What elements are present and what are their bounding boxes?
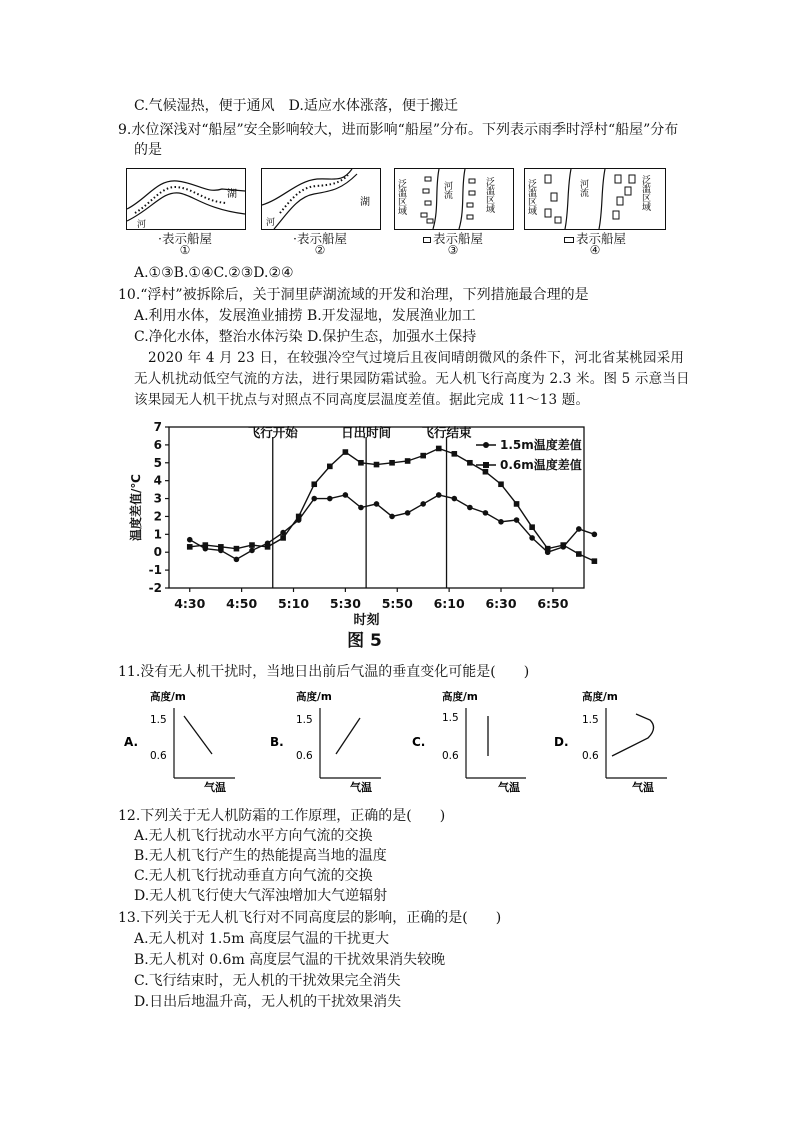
q11-c-ylabel: 高度/m [442,691,478,703]
q11-d-tick-2: 0.6 [582,750,599,762]
lake-river-map-2 [262,169,380,229]
series-point-1.5m [436,492,442,498]
series-point-0.6m [203,542,209,548]
q11-d-letter: D. [554,735,569,749]
y-tick-label: -1 [148,563,162,578]
series-point-0.6m [560,542,566,548]
series-point-0.6m [218,544,224,550]
figure-5-chart [124,415,614,650]
series-point-0.6m [343,449,349,455]
q9-legend-4-text: 表示船屋 [575,231,626,246]
q9-num-3: ③ [447,243,459,257]
map1-river-label: 河 [137,220,147,229]
q12-option-b: B.无人机飞行产生的热能提高当地的温度 [134,848,387,864]
chart-title: 图 5 [347,631,382,650]
x-tick-label: 6:30 [485,596,517,611]
annotation-label-2: 日出时间 [341,425,392,440]
map3-river-label: 河流 [442,181,452,199]
series-point-1.5m [343,492,349,498]
map4-flood-left: 泛滥区域 [526,179,536,215]
q11-a-xlabel: 气温 [204,781,226,794]
map3-flood-right: 泛滥区域 [484,177,494,213]
series-point-1.5m [483,510,489,516]
series-point-0.6m [529,524,535,530]
map2-lake-label: 湖 [360,197,370,208]
q12-stem: 12.下列关于无人机防霜的工作原理，正确的是( ) [118,808,446,824]
q11-d-tick-1: 1.5 [582,714,599,726]
series-point-0.6m [280,535,286,541]
intro-line-3: 该果园无人机干扰点与对照点不同高度层温度差值。据此完成 11～13 题。 [134,392,590,408]
q9-diagram-3 [394,168,514,230]
series-point-1.5m [405,510,411,516]
series-point-0.6m [436,446,442,452]
q9-num-2: ② [314,243,326,257]
q9-stem-line2: 的是 [134,142,162,158]
series-point-0.6m [187,544,193,550]
y-axis-label: 温度差值/℃ [129,474,143,541]
series-point-1.5m [529,535,535,541]
x-tick-label: 5:50 [381,596,413,611]
series-point-0.6m [311,481,317,487]
series-point-0.6m [234,546,240,552]
series-point-0.6m [514,501,520,507]
q9-options: A.①③B.①④C.②③D.②④ [134,265,294,281]
series-point-1.5m [234,557,240,563]
series-point-0.6m [483,469,489,475]
q13-stem: 13.下列关于无人机飞行对不同高度层的影响，正确的是( ) [118,910,502,926]
series-point-1.5m [452,496,458,502]
q12-option-d: D.无人机飞行使大气浑浊增加大气逆辐射 [134,888,388,904]
y-tick-label: 5 [153,455,162,470]
q9-num-1: ① [179,243,191,257]
q11-a-tick-2: 0.6 [150,750,167,762]
q9-stem-line1: 9.水位深浅对“船屋”安全影响较大，进而影响“船屋”分布。下列表示雨季时浮村“船屋”分布 [118,122,679,138]
series-point-0.6m [467,460,473,466]
map4-river-label: 河流 [578,179,588,197]
series-point-1.5m [498,519,504,525]
q11-chart-a [120,686,240,796]
series-point-0.6m [405,458,411,464]
legend-marker-square [483,462,489,468]
series-point-1.5m [514,517,520,523]
q9-diagram-2 [261,168,381,230]
q11-a-ylabel: 高度/m [150,691,186,703]
q11-a-line [184,716,212,754]
q11-c-tick-1: 1.5 [442,712,459,724]
q11-a-letter: A. [124,735,139,749]
series-point-0.6m [452,451,458,457]
series-point-1.5m [592,532,598,538]
q13-option-c: C.飞行结束时，无人机的干扰效果完全消失 [134,973,401,989]
series-point-0.6m [327,464,333,470]
x-tick-label: 5:10 [277,596,310,611]
q11-d-line [612,714,654,756]
series-point-0.6m [498,481,504,487]
series-point-1.5m [327,496,333,502]
x-tick-label: 4:30 [174,596,206,611]
q11-b-ylabel: 高度/m [296,691,332,703]
river-floodplain-map-4 [525,169,665,229]
q11-chart-b [266,686,386,796]
series-point-0.6m [374,462,380,468]
x-tick-label: 6:50 [537,596,569,611]
q11-c-tick-2: 0.6 [442,750,459,762]
y-tick-label: 2 [153,509,162,524]
y-tick-label: 7 [153,420,162,434]
q9-legend-3-text: 表示船屋 [432,231,483,246]
y-tick-label: 0 [153,545,162,560]
legend-marker-circle [483,442,489,448]
series-point-0.6m [265,544,271,550]
q11-a-tick-1: 1.5 [150,714,167,726]
map2-river-label: 河 [266,218,276,228]
intro-line-2: 无人机扰动低空气流的方法，进行果园防霜试验。无人机飞行高度为 2.3 米。图 5 示意当日 [134,371,690,387]
q11-b-line [336,718,360,754]
q11-c-xlabel: 气温 [498,781,520,794]
series-point-1.5m [187,537,193,543]
q13-option-d: D.日出后地温升高，无人机的干扰效果消失 [134,994,402,1010]
series-point-0.6m [249,542,255,548]
lake-river-map-1 [127,169,245,229]
series-point-0.6m [389,460,395,466]
q11-b-xlabel: 气温 [350,781,372,794]
q11-chart-d [552,686,672,796]
q9-diagram-4 [524,168,666,230]
legend-label-2: 0.6m温度差值 [500,458,582,472]
series-point-1.5m [467,505,473,511]
legend-label-1: 1.5m温度差值 [500,438,582,452]
series-point-0.6m [358,460,364,466]
series-point-1.5m [311,496,317,502]
series-point-0.6m [592,558,598,564]
x-tick-label: 5:30 [329,596,361,611]
series-point-0.6m [296,514,302,520]
annotation-label-1: 飞行开始 [247,425,298,440]
series-point-1.5m [420,501,426,507]
y-tick-label: -2 [148,581,162,595]
q10-options-cd: C.净化水体，整治水体污染 D.保护生态，加强水土保持 [134,329,477,345]
map1-lake-label: 湖 [227,189,237,200]
map4-flood-right: 泛滥区域 [640,175,650,211]
x-tick-label: 6:10 [433,596,465,611]
x-axis-label: 时刻 [353,613,380,628]
series-point-0.6m [576,551,582,557]
series-point-1.5m [249,548,255,554]
series-point-0.6m [545,546,551,552]
q9-diagram-1 [126,168,246,230]
series-point-1.5m [374,501,380,507]
q9-legend-2: ·表示船屋 [293,231,347,246]
q11-stem: 11.没有无人机干扰时，当地日出前后气温的垂直变化可能是( ) [118,664,530,680]
q8-options-cd: C.气候湿热，便于通风 D.适应水体涨落，便于搬迁 [134,98,458,114]
q12-option-c: C.无人机飞行扰动垂直方向气流的交换 [134,868,373,884]
q11-d-ylabel: 高度/m [582,691,618,703]
q9-legend-1: ·表示船屋 [158,231,212,246]
y-tick-label: 1 [153,527,162,542]
q10-stem: 10.“浮村”被拆除后，关于洞里萨湖流域的开发和治理，下列措施最合理的是 [118,287,589,303]
intro-line-1: 2020 年 4 月 23 日，在较强冷空气过境后且夜间晴朗微风的条件下，河北省某桃园采用 [148,350,685,366]
q11-d-xlabel: 气温 [632,781,654,794]
map3-flood-left: 泛滥区域 [396,179,406,215]
y-tick-label: 3 [153,491,162,506]
river-floodplain-map-3 [395,169,513,229]
x-tick-label: 4:50 [226,596,258,611]
q11-chart-c [408,686,528,796]
q11-b-tick-2: 0.6 [296,750,313,762]
series-point-1.5m [389,514,395,520]
series-point-1.5m [576,526,582,532]
q10-options-ab: A.利用水体，发展渔业捕捞 B.开发湿地，发展渔业加工 [134,308,476,324]
y-tick-label: 4 [153,473,162,488]
q12-option-a: A.无人机飞行扰动水平方向气流的交换 [134,828,373,844]
series-point-0.6m [420,453,426,459]
series-point-1.5m [358,505,364,511]
q11-b-letter: B. [270,735,284,749]
q9-num-4: ④ [589,243,601,257]
q11-b-tick-1: 1.5 [296,714,313,726]
q13-option-b: B.无人机对 0.6m 高度层气温的干扰效果消失较晚 [134,952,446,968]
y-tick-label: 6 [153,437,162,452]
annotation-label-3: 飞行结束 [421,425,472,440]
q11-c-letter: C. [412,735,426,749]
q13-option-a: A.无人机对 1.5m 高度层气温的干扰更大 [134,931,390,947]
